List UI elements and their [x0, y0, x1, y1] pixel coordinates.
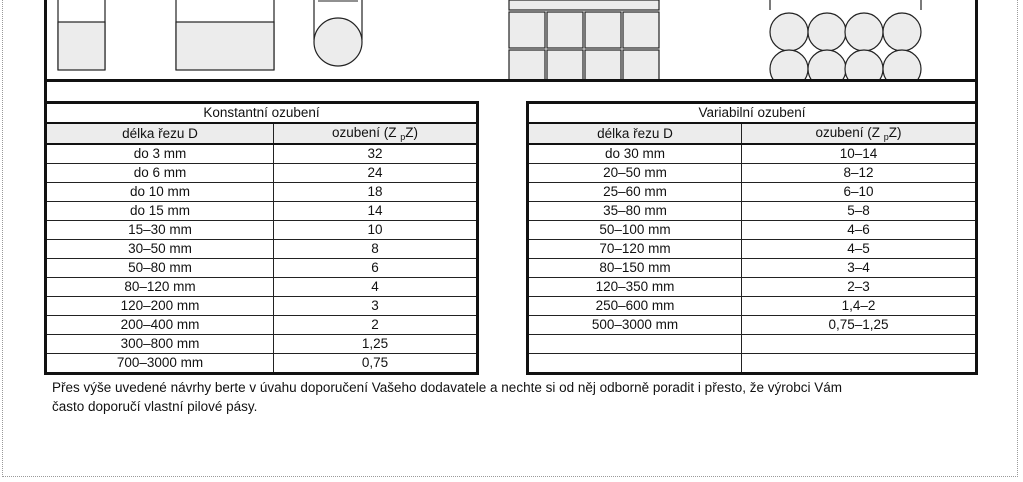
table-row — [46, 144, 478, 164]
table-row — [46, 221, 478, 240]
table-row — [46, 164, 478, 183]
cell-length: 700–3000 mm — [46, 354, 274, 374]
cell-length: 300–800 mm — [46, 335, 274, 354]
frame-right-line — [975, 0, 978, 103]
header-teeth-main: ozubení (Z — [331, 125, 401, 140]
table-row — [46, 316, 478, 335]
table-row — [528, 278, 977, 297]
recommendation-note — [52, 378, 972, 416]
cell-teeth: 5–8 — [742, 202, 977, 221]
cell-teeth: 0,75–1,25 — [742, 316, 977, 335]
cell-length: 200–400 mm — [46, 316, 274, 335]
table-title-row — [528, 103, 977, 124]
square-bundle-icon — [509, 0, 659, 82]
cell-teeth: 3 — [274, 297, 478, 316]
cell-teeth — [742, 354, 977, 374]
variable-pitch-table — [526, 101, 978, 375]
cell-length: do 30 mm — [528, 144, 742, 164]
cell-length: 30–50 mm — [46, 240, 274, 259]
cell-teeth: 18 — [274, 183, 478, 202]
table-row — [528, 240, 977, 259]
cell-teeth: 1,25 — [274, 335, 478, 354]
cell-teeth: 8 — [274, 240, 478, 259]
header-teeth-end: Z) — [405, 125, 419, 140]
round-bundle-icon — [770, 0, 921, 82]
table-row — [46, 278, 478, 297]
cell-length: 35–80 mm — [528, 202, 742, 221]
cell-length: 250–600 mm — [528, 297, 742, 316]
cell-length: 500–3000 mm — [528, 316, 742, 335]
table-row — [46, 202, 478, 221]
table-row — [528, 259, 977, 278]
cell-teeth: 14 — [274, 202, 478, 221]
table-row — [46, 259, 478, 278]
cell-teeth: 4–5 — [742, 240, 977, 259]
cell-length: 15–30 mm — [46, 221, 274, 240]
cell-length: do 3 mm — [46, 144, 274, 164]
cell-length: 20–50 mm — [528, 164, 742, 183]
cell-teeth: 10 — [274, 221, 478, 240]
table-row — [528, 144, 977, 164]
note-line-1: Přes výše uvedené návrhy berte v úvahu doporučení Vašeho dodavatele a nechte si od něj odborně poradit i přesto, že výrobci Vám — [52, 380, 842, 395]
table-row — [46, 183, 478, 202]
table-header-row — [528, 123, 977, 144]
round-bar-icon — [314, 0, 362, 66]
cell-teeth: 8–12 — [742, 164, 977, 183]
cell-teeth: 4–6 — [742, 221, 977, 240]
table-row — [528, 164, 977, 183]
header-teeth-sub: p — [400, 132, 406, 142]
cell-length: 80–120 mm — [46, 278, 274, 297]
note-line-2: často doporučí vlastní pilové pásy. — [52, 399, 258, 414]
constant-table-title: Konstantní ozubení — [46, 103, 478, 124]
cell-teeth: 2 — [274, 316, 478, 335]
table-row — [528, 202, 977, 221]
rectangle-profile-small-icon — [58, 0, 105, 70]
cell-teeth: 6–10 — [742, 183, 977, 202]
cell-length: 120–200 mm — [46, 297, 274, 316]
cell-length: 50–80 mm — [46, 259, 274, 278]
cell-length: do 15 mm — [46, 202, 274, 221]
table-row — [528, 335, 977, 354]
cell-length: 50–100 mm — [528, 221, 742, 240]
cell-length: do 10 mm — [46, 183, 274, 202]
header-teeth-main: ozubení (Z — [815, 125, 884, 140]
cell-length — [528, 335, 742, 354]
cell-length: 70–120 mm — [528, 240, 742, 259]
table-row — [46, 240, 478, 259]
column-header-teeth — [274, 123, 478, 144]
table-row — [528, 183, 977, 202]
column-header-length: délka řezu D — [46, 123, 274, 144]
cell-length: do 6 mm — [46, 164, 274, 183]
header-teeth-sub: p — [883, 132, 889, 142]
cell-teeth: 10–14 — [742, 144, 977, 164]
cell-length — [528, 354, 742, 374]
cell-teeth: 2–3 — [742, 278, 977, 297]
cell-length: 25–60 mm — [528, 183, 742, 202]
table-row — [46, 354, 478, 374]
column-header-teeth — [742, 123, 977, 144]
constant-pitch-table — [44, 101, 479, 375]
cell-teeth: 4 — [274, 278, 478, 297]
table-row — [528, 297, 977, 316]
rectangle-profile-wide-icon — [176, 0, 274, 70]
cell-teeth: 1,4–2 — [742, 297, 977, 316]
cell-teeth: 0,75 — [274, 354, 478, 374]
table-row — [528, 316, 977, 335]
cell-teeth: 24 — [274, 164, 478, 183]
cell-teeth: 6 — [274, 259, 478, 278]
table-header-row — [46, 123, 478, 144]
frame-left-line — [44, 0, 47, 103]
table-row — [46, 297, 478, 316]
cell-teeth: 32 — [274, 144, 478, 164]
table-title-row — [46, 103, 478, 124]
cell-length: 120–350 mm — [528, 278, 742, 297]
frame-bottom-line — [44, 79, 978, 82]
variable-table-title: Variabilní ozubení — [528, 103, 977, 124]
cell-teeth — [742, 335, 977, 354]
header-teeth-end: Z) — [888, 125, 902, 140]
table-row — [528, 221, 977, 240]
cell-length: 80–150 mm — [528, 259, 742, 278]
column-header-length: délka řezu D — [528, 123, 742, 144]
table-row — [46, 335, 478, 354]
cell-teeth: 3–4 — [742, 259, 977, 278]
workpiece-illustrations — [0, 0, 1023, 82]
table-row — [528, 354, 977, 374]
